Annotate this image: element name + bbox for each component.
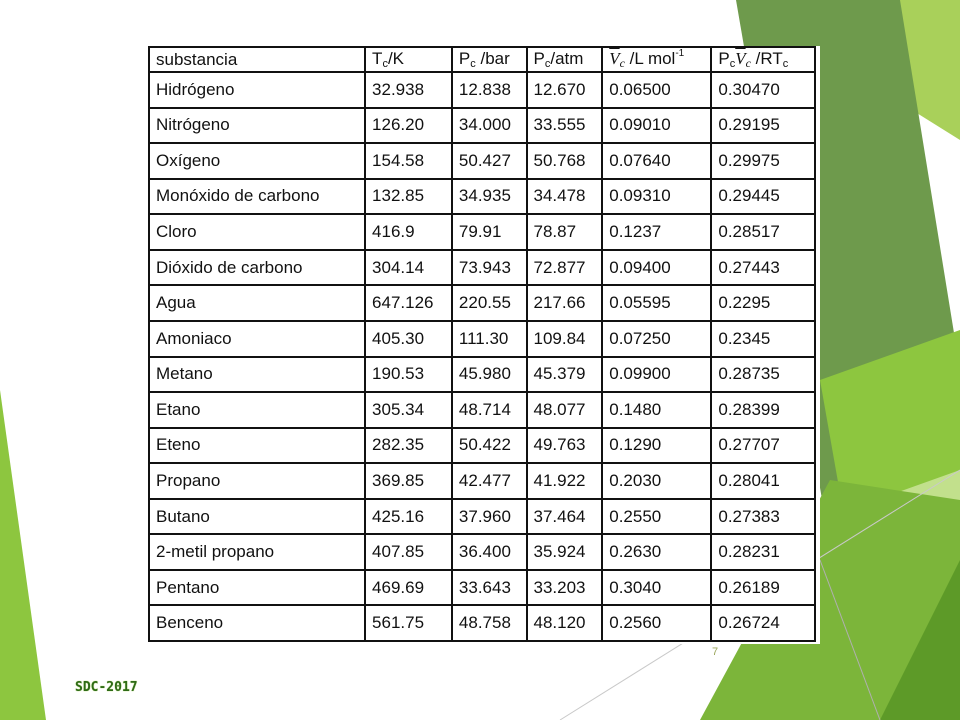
- cell-compressibility-factor: 0.28041: [711, 463, 815, 499]
- cell-critical-pressure-atm: 48.077: [527, 392, 603, 428]
- cell-compressibility-factor: 0.27443: [711, 250, 815, 286]
- cell-critical-molar-volume: 0.2550: [602, 499, 711, 535]
- cell-critical-pressure-atm: 109.84: [527, 321, 603, 357]
- cell-critical-pressure-bar: 12.838: [452, 72, 527, 108]
- cell-critical-molar-volume: 0.1480: [602, 392, 711, 428]
- cell-substance: Dióxido de carbono: [149, 250, 365, 286]
- cell-critical-molar-volume: 0.09400: [602, 250, 711, 286]
- cell-critical-pressure-atm: 78.87: [527, 214, 603, 250]
- cell-substance: Nitrógeno: [149, 108, 365, 144]
- cell-critical-pressure-atm: 72.877: [527, 250, 603, 286]
- cell-critical-pressure-atm: 50.768: [527, 143, 603, 179]
- cell-substance: Etano: [149, 392, 365, 428]
- cell-substance: Benceno: [149, 605, 365, 641]
- cell-critical-pressure-bar: 50.427: [452, 143, 527, 179]
- cell-substance: Metano: [149, 357, 365, 393]
- cell-critical-temperature: 647.126: [365, 285, 452, 321]
- table-row: [149, 250, 815, 286]
- cell-compressibility-factor: 0.2345: [711, 321, 815, 357]
- cell-substance: Amoniaco: [149, 321, 365, 357]
- page-number: 7: [712, 646, 719, 658]
- cell-critical-temperature: 304.14: [365, 250, 452, 286]
- header-critical-molar-volume: $\overline{V}c$ /L mol$^{-1}$: [602, 47, 711, 72]
- critical-constants-table: [148, 46, 816, 642]
- cell-critical-pressure-bar: 45.980: [452, 357, 527, 393]
- cell-critical-molar-volume: 0.07640: [602, 143, 711, 179]
- deco-panel-left: [0, 390, 46, 720]
- cell-critical-temperature: 132.85: [365, 179, 452, 215]
- cell-compressibility-factor: 0.28735: [711, 357, 815, 393]
- cell-critical-pressure-bar: 34.935: [452, 179, 527, 215]
- cell-compressibility-factor: 0.2295: [711, 285, 815, 321]
- cell-critical-temperature: 154.58: [365, 143, 452, 179]
- cell-critical-temperature: 416.9: [365, 214, 452, 250]
- cell-critical-pressure-bar: 42.477: [452, 463, 527, 499]
- cell-critical-temperature: 405.30: [365, 321, 452, 357]
- header-compressibility-factor: $P_c\overline{V}c$ $/RT_c$: [711, 47, 815, 72]
- cell-compressibility-factor: 0.28231: [711, 534, 815, 570]
- cell-critical-pressure-atm: 34.478: [527, 179, 603, 215]
- footer-label: SDC-2017: [75, 680, 138, 695]
- cell-critical-molar-volume: 0.06500: [602, 72, 711, 108]
- cell-substance: Propano: [149, 463, 365, 499]
- table-row: [149, 108, 815, 144]
- cell-critical-pressure-bar: 36.400: [452, 534, 527, 570]
- cell-critical-pressure-atm: 12.670: [527, 72, 603, 108]
- table-header-row: [149, 47, 815, 72]
- cell-critical-pressure-atm: 217.66: [527, 285, 603, 321]
- cell-critical-pressure-atm: 45.379: [527, 357, 603, 393]
- cell-compressibility-factor: 0.29445: [711, 179, 815, 215]
- table-row: [149, 428, 815, 464]
- cell-compressibility-factor: 0.26189: [711, 570, 815, 606]
- cell-critical-temperature: 126.20: [365, 108, 452, 144]
- cell-critical-molar-volume: 0.09310: [602, 179, 711, 215]
- table-row: [149, 570, 815, 606]
- cell-critical-pressure-bar: 73.943: [452, 250, 527, 286]
- cell-substance: Agua: [149, 285, 365, 321]
- cell-critical-pressure-atm: 33.203: [527, 570, 603, 606]
- cell-critical-pressure-bar: 33.643: [452, 570, 527, 606]
- cell-substance: Oxígeno: [149, 143, 365, 179]
- cell-compressibility-factor: 0.29975: [711, 143, 815, 179]
- table-row: [149, 285, 815, 321]
- table-row: [149, 534, 815, 570]
- cell-critical-molar-volume: 0.2560: [602, 605, 711, 641]
- table-row: [149, 499, 815, 535]
- cell-critical-pressure-atm: 33.555: [527, 108, 603, 144]
- cell-critical-pressure-atm: 35.924: [527, 534, 603, 570]
- cell-critical-pressure-atm: 37.464: [527, 499, 603, 535]
- cell-critical-pressure-bar: 48.714: [452, 392, 527, 428]
- cell-substance: Hidrógeno: [149, 72, 365, 108]
- cell-critical-pressure-atm: 48.120: [527, 605, 603, 641]
- cell-compressibility-factor: 0.30470: [711, 72, 815, 108]
- cell-substance: Eteno: [149, 428, 365, 464]
- cell-compressibility-factor: 0.28399: [711, 392, 815, 428]
- cell-compressibility-factor: 0.27383: [711, 499, 815, 535]
- cell-critical-temperature: 425.16: [365, 499, 452, 535]
- table-row: [149, 179, 815, 215]
- table-row: [149, 72, 815, 108]
- table-row: [149, 214, 815, 250]
- header-critical-temperature: $T_c/K$: [365, 47, 452, 72]
- cell-substance: Monóxido de carbono: [149, 179, 365, 215]
- cell-critical-temperature: 469.69: [365, 570, 452, 606]
- header-critical-pressure-atm: $P_c$/atm: [527, 47, 603, 72]
- cell-critical-pressure-bar: 111.30: [452, 321, 527, 357]
- cell-compressibility-factor: 0.28517: [711, 214, 815, 250]
- table-row: [149, 143, 815, 179]
- cell-substance: Butano: [149, 499, 365, 535]
- cell-compressibility-factor: 0.27707: [711, 428, 815, 464]
- table-row: [149, 321, 815, 357]
- cell-critical-molar-volume: 0.09900: [602, 357, 711, 393]
- cell-critical-molar-volume: 0.05595: [602, 285, 711, 321]
- cell-critical-molar-volume: 0.1290: [602, 428, 711, 464]
- cell-critical-temperature: 190.53: [365, 357, 452, 393]
- cell-substance: 2-metil propano: [149, 534, 365, 570]
- cell-substance: Pentano: [149, 570, 365, 606]
- cell-critical-pressure-bar: 220.55: [452, 285, 527, 321]
- cell-critical-pressure-atm: 49.763: [527, 428, 603, 464]
- table-row: [149, 605, 815, 641]
- cell-critical-temperature: 561.75: [365, 605, 452, 641]
- table-row: [149, 463, 815, 499]
- cell-critical-temperature: 32.938: [365, 72, 452, 108]
- cell-critical-pressure-bar: 48.758: [452, 605, 527, 641]
- header-substance: substancia: [149, 47, 365, 72]
- cell-critical-pressure-bar: 79.91: [452, 214, 527, 250]
- cell-critical-temperature: 369.85: [365, 463, 452, 499]
- cell-critical-molar-volume: 0.07250: [602, 321, 711, 357]
- cell-critical-temperature: 282.35: [365, 428, 452, 464]
- cell-critical-molar-volume: 0.2630: [602, 534, 711, 570]
- cell-substance: Cloro: [149, 214, 365, 250]
- cell-compressibility-factor: 0.26724: [711, 605, 815, 641]
- cell-critical-pressure-atm: 41.922: [527, 463, 603, 499]
- table-body: [149, 72, 815, 641]
- table-row: [149, 357, 815, 393]
- cell-critical-molar-volume: 0.1237: [602, 214, 711, 250]
- cell-compressibility-factor: 0.29195: [711, 108, 815, 144]
- cell-critical-molar-volume: 0.09010: [602, 108, 711, 144]
- critical-constants-table-container: [148, 46, 820, 644]
- table-row: [149, 392, 815, 428]
- cell-critical-molar-volume: 0.3040: [602, 570, 711, 606]
- cell-critical-molar-volume: 0.2030: [602, 463, 711, 499]
- cell-critical-pressure-bar: 37.960: [452, 499, 527, 535]
- cell-critical-temperature: 407.85: [365, 534, 452, 570]
- cell-critical-pressure-bar: 34.000: [452, 108, 527, 144]
- cell-critical-temperature: 305.34: [365, 392, 452, 428]
- cell-critical-pressure-bar: 50.422: [452, 428, 527, 464]
- header-critical-pressure-bar: $P_c$ /bar: [452, 47, 527, 72]
